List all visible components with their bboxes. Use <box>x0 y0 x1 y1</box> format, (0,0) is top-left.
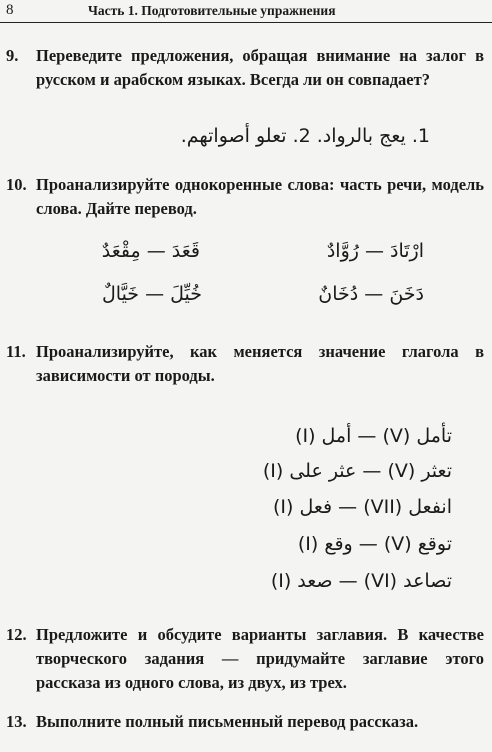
arabic-sentences: 1. يعج بالرواد. 2. تعلو أصواتهم. <box>180 125 430 147</box>
exercise-number: 11. <box>6 342 26 361</box>
verb-derivation: (I) فعل — (VII) انفعل <box>273 496 452 518</box>
verb-derivation: (I) وقع — (V) توقع <box>297 533 452 555</box>
word-pair: ارْتَادَ — رُوَّادٌ <box>326 240 424 262</box>
exercise-number: 9. <box>6 46 19 65</box>
header-rule <box>0 22 492 23</box>
verb-derivation: (I) عثر على — (V) تعثر <box>262 460 452 482</box>
exercise-instruction: Выполните полный письменный перевод рассказа. <box>36 712 419 731</box>
exercise-number: 10. <box>6 175 27 194</box>
verb-derivation: (I) أمل — (V) تأمل <box>295 425 452 447</box>
exercise-instruction: Предложите и обсудите варианты заглавия. В качестве творческого задания — придумайте заглавие этого рассказа из одного слова, из двух, из трех. <box>36 625 484 692</box>
word-pair: خُيِّلَ — خَيَّالٌ <box>101 283 202 305</box>
exercise-instruction: Проанализируйте, как меняется значение глагола в зависимости от породы. <box>36 342 484 385</box>
exercise-number: 12. <box>6 625 27 644</box>
page-header <box>0 0 492 24</box>
verb-derivation: (I) صعد — (VI) تصاعد <box>270 570 452 592</box>
page-number: 8 <box>6 2 14 18</box>
running-head: Часть 1. Подготовительные упражнения <box>88 3 336 18</box>
word-pair: قَعَدَ — مِقْعَدٌ <box>101 240 200 262</box>
exercise-instruction: Переведите предложения, обращая внимание на залог в русском и арабском языках. Всегда ли он совпадает? <box>36 46 484 89</box>
exercise-number: 13. <box>6 712 27 731</box>
exercise-instruction: Проанализируйте однокоренные слова: часть речи, модель слова. Дайте перевод. <box>36 175 484 218</box>
word-pair: دَخَنَ — دُخَانٌ <box>318 283 424 305</box>
